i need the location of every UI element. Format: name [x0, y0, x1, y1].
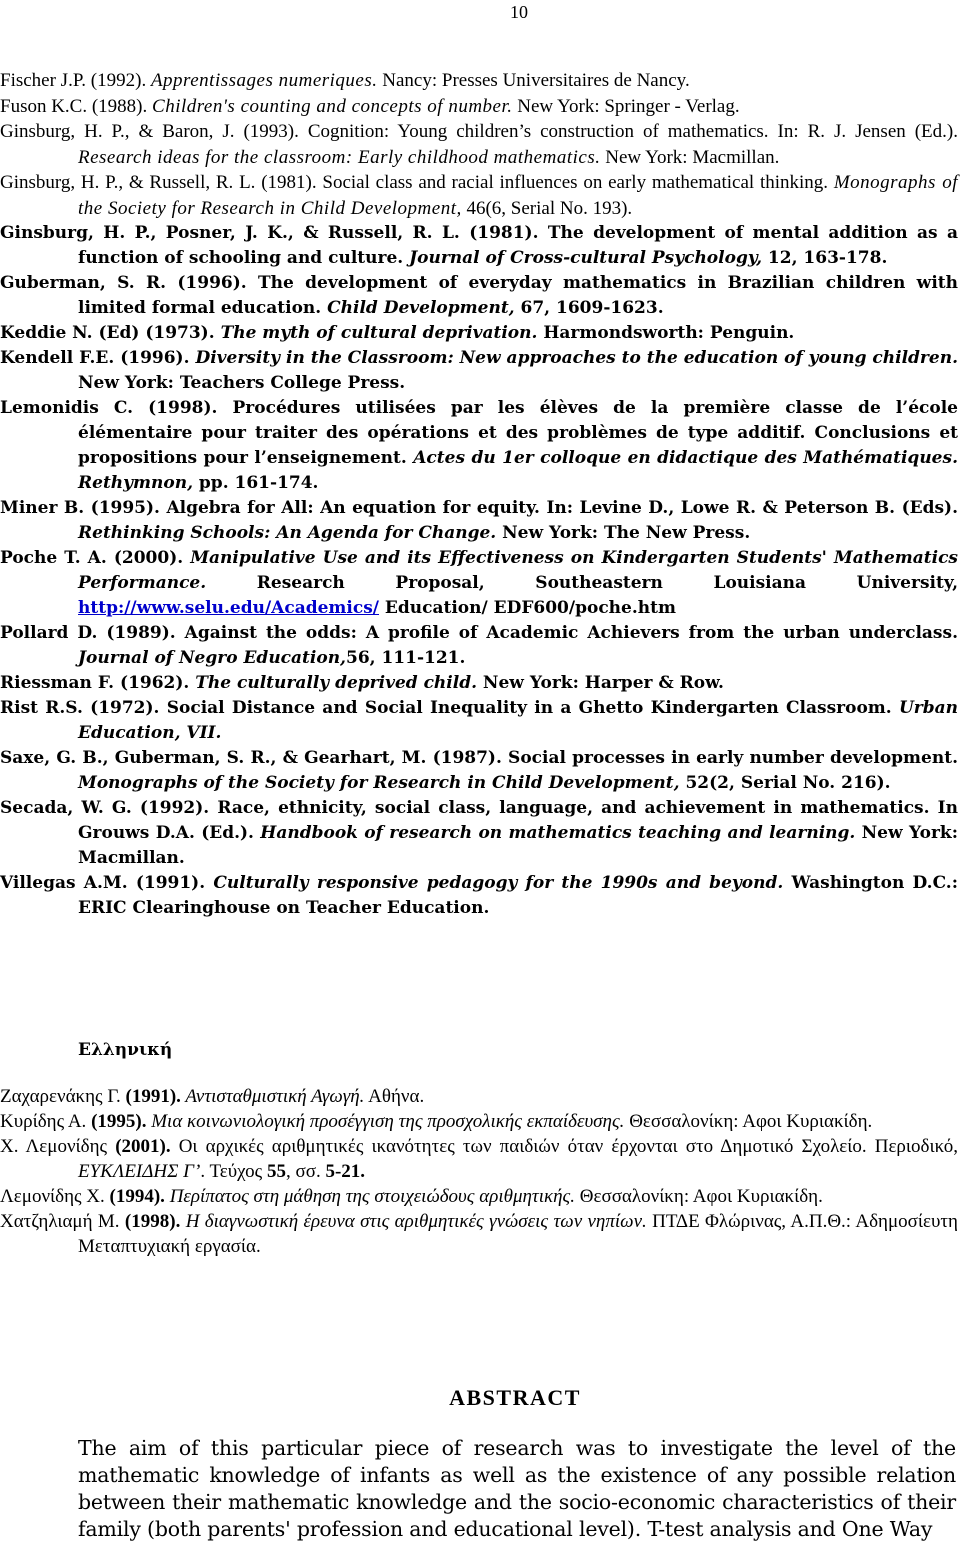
- reference-volume: 55: [266, 1161, 286, 1182]
- reference-poche: [0, 546, 958, 621]
- reference-pollard: [0, 621, 958, 671]
- reference-list: [0, 68, 958, 921]
- reference-author: Miner B. (1995). Algebra for All: An equation for equity. In: Levine D., Lowe R. & Peterson B. (Eds).: [0, 498, 958, 518]
- greek-reference-kyridis: [0, 1109, 958, 1134]
- reference-title: Περίπατος στη μάθηση της στοιχειώδους αριθμητικής.: [164, 1186, 575, 1207]
- reference-title: Culturally responsive pedagogy for the 1990s and beyond.: [213, 873, 784, 893]
- reference-secada: [0, 796, 958, 871]
- reference-journal: ΕΥΚΛΕΙΔΗΣ Γ’: [78, 1161, 201, 1182]
- reference-title: Handbook of research on mathematics teaching and learning.: [260, 823, 856, 843]
- reference-details: New York: Teachers College Press.: [78, 373, 406, 393]
- reference-keddie: [0, 321, 958, 346]
- reference-details: Αθήνα.: [364, 1086, 425, 1107]
- reference-title: Manipulative Use and its Effectiveness on Kindergarten Students' Mathematics Performance.: [78, 548, 959, 593]
- page-number: 10: [510, 2, 528, 22]
- abstract-text: The aim of this particular piece of research was to investigate the level of the mathematic knowledge of infants as well as the existence of any possible relation between their mathematic knowledge and the socio-economic characteristics of their family (both parents' profession and educational level). T-test analysis and One Way: [78, 1436, 956, 1541]
- reference-author: Villegas A.M. (1991).: [0, 873, 214, 893]
- reference-riessman: [0, 671, 958, 696]
- reference-details: 52(2, Serial No. 216).: [679, 773, 891, 793]
- reference-title: Μια κοινωνιολογική προσέγγιση της προσχολικής εκπαίδευσης.: [146, 1111, 625, 1132]
- reference-author: Riessman F. (1962).: [0, 673, 196, 693]
- reference-ginsburg-russell: [0, 170, 958, 221]
- reference-title: Apprentissages numeriques.: [150, 70, 378, 91]
- reference-details: Θεσσαλονίκη: Αφοι Κυριακίδη.: [624, 1111, 873, 1132]
- greek-reference-lemonidis-1994: [0, 1184, 958, 1209]
- reference-details: New York: Macmillan.: [78, 823, 958, 868]
- reference-details: Research Proposal, Southeastern Louisiana University,: [206, 573, 958, 593]
- greek-reference-lemonidis-2001: [0, 1134, 958, 1184]
- abstract-title: ABSTRACT: [449, 1385, 581, 1410]
- greek-references-heading: Ελληνική: [78, 1040, 173, 1060]
- reference-author: Lemonidis C. (1998). Procédures utilisées par les élèves de la première classe de l’école élémentaire pour traiter des opérations et des problèmes de type additif. Conclusions et propositions pour l’enseignement.: [0, 398, 958, 468]
- reference-title: Diversity in the Classroom: New approaches to the education of young children.: [195, 348, 958, 368]
- reference-author: Kendell F.E. (1996).: [0, 348, 196, 368]
- reference-kendell: [0, 346, 958, 396]
- reference-title: Journal of Negro Education,: [78, 648, 346, 668]
- reference-details: , σσ.: [285, 1161, 326, 1182]
- reference-year: (1998).: [124, 1211, 181, 1232]
- reference-title: Η διαγνωστική έρευνα στις αριθμητικές γνώσεις των νηπίων.: [180, 1211, 647, 1232]
- reference-author: Guberman, S. R. (1996). The development of everyday mathematics in Brazilian children with limited formal education.: [0, 273, 958, 318]
- reference-details: Harmondsworth: Penguin.: [537, 323, 795, 343]
- reference-title: Rethinking Schools: An Agenda for Change.: [78, 523, 497, 543]
- reference-details: 56, 111-121.: [345, 648, 466, 668]
- reference-details: 12, 163-178.: [762, 248, 888, 268]
- greek-reference-chatzilami: [0, 1209, 958, 1259]
- reference-details: New York: Macmillan.: [600, 146, 780, 168]
- reference-author: Poche T. A. (2000).: [0, 548, 191, 568]
- reference-title: The culturally deprived child.: [195, 673, 478, 693]
- reference-author: Ginsburg, H. P., Posner, J. K., & Russell, R. L. (1981). The development of mental addition as a function of schooling and culture.: [0, 223, 958, 268]
- reference-lemonidis: [0, 396, 958, 496]
- reference-details: Οι αρχικές αριθμητικές ικανότητες των παιδιών όταν έρχονται στο Δημοτικό Σχολείο. Περιοδικό,: [170, 1136, 958, 1157]
- reference-title: Actes du 1er colloque en didactique des Mathématiques. Rethymnon,: [78, 448, 958, 493]
- reference-pages: 5-21.: [325, 1161, 366, 1182]
- reference-author: Ζαχαρενάκης Γ.: [0, 1086, 126, 1107]
- reference-link[interactable]: http://www.selu.edu/Academics/: [78, 598, 379, 618]
- reference-details: pp. 161-174.: [193, 473, 319, 493]
- greek-reference-zacharenakis: [0, 1084, 958, 1109]
- reference-rist: [0, 696, 958, 746]
- reference-details: Nancy: Presses Universitaires de Nancy.: [377, 70, 690, 91]
- reference-author: Fischer J.P. (1992).: [0, 70, 151, 91]
- reference-title: Research ideas for the classroom: Early childhood mathematics.: [78, 146, 601, 168]
- reference-author: Saxe, G. B., Guberman, S. R., & Gearhart, M. (1987). Social processes in early number development.: [0, 748, 958, 768]
- reference-title: Children's counting and concepts of number.: [152, 95, 513, 117]
- reference-details: Washington D.C.: ERIC Clearinghouse on Teacher Education.: [78, 873, 958, 918]
- reference-guberman: [0, 271, 958, 321]
- reference-details: 46(6, Serial No. 193).: [461, 197, 633, 219]
- reference-year: (2001).: [115, 1136, 171, 1157]
- reference-details: 67, 1609-1623.: [514, 298, 664, 318]
- reference-year: (1995).: [91, 1111, 147, 1132]
- reference-author: Χ. Λεμονίδης: [0, 1136, 116, 1157]
- reference-author: Pollard D. (1989). Against the odds: A profile of Academic Achievers from the urban underclass.: [0, 623, 958, 643]
- reference-year: (1991).: [125, 1086, 181, 1107]
- reference-author: Secada, W. G. (1992). Race, ethnicity, social class, language, and achievement in mathematics. In Grouws D.A. (Ed.).: [0, 798, 958, 843]
- reference-title: Monographs of the Society for Research in Child Development,: [78, 172, 958, 219]
- reference-author: Ginsburg, H. P., & Russell, R. L. (1981). Social class and racial influences on early mathematical thinking.: [0, 172, 834, 193]
- reference-author: Χατζηλιαμή Μ.: [0, 1211, 125, 1232]
- reference-title: Child Development,: [327, 298, 515, 318]
- reference-ginsburg-posner: [0, 221, 958, 271]
- reference-saxe: [0, 746, 958, 796]
- reference-details: ΠΤΔΕ Φλώρινας, Α.Π.Θ.: Αδημοσίευτη Μεταπτυχιακή εργασία.: [78, 1211, 958, 1257]
- reference-title: Monographs of the Society for Research in Child Development,: [78, 773, 680, 793]
- reference-title: The myth of cultural deprivation.: [220, 323, 538, 343]
- reference-title: Αντισταθμιστική Αγωγή.: [180, 1086, 365, 1107]
- reference-author: Fuson K.C. (1988).: [0, 95, 153, 117]
- reference-details: New York: Springer - Verlag.: [512, 95, 740, 117]
- reference-title: Urban Education, VII.: [78, 698, 958, 743]
- reference-details: New York: Harper & Row.: [477, 673, 724, 693]
- reference-author: Keddie N. (Ed) (1973).: [0, 323, 221, 343]
- reference-villegas: [0, 871, 958, 921]
- greek-reference-list: [0, 1084, 958, 1259]
- reference-fuson: [0, 94, 958, 120]
- reference-miner: [0, 496, 958, 546]
- reference-year: (1994).: [109, 1186, 165, 1207]
- reference-details: Θεσσαλονίκη: Αφοι Κυριακίδη.: [575, 1186, 823, 1207]
- reference-ginsburg-baron: [0, 119, 958, 170]
- reference-details: . Τεύχος: [200, 1161, 267, 1182]
- reference-details: New York: The New Press.: [496, 523, 751, 543]
- reference-link-tail: Education/ EDF600/poche.htm: [379, 598, 676, 618]
- reference-author: Ginsburg, H. P., & Baron, J. (1993). Cognition: Young children’s construction of mathematics. In: R. J. Jensen (Ed.).: [0, 121, 958, 142]
- reference-author: Rist R.S. (1972). Social Distance and Social Inequality in a Ghetto Kindergarten Classroom.: [0, 698, 899, 718]
- reference-author: Κυρίδης Α.: [0, 1111, 92, 1132]
- reference-author: Λεμονίδης Χ.: [0, 1186, 110, 1207]
- reference-fischer: [0, 68, 958, 94]
- reference-title: Journal of Cross-cultural Psychology,: [409, 248, 763, 268]
